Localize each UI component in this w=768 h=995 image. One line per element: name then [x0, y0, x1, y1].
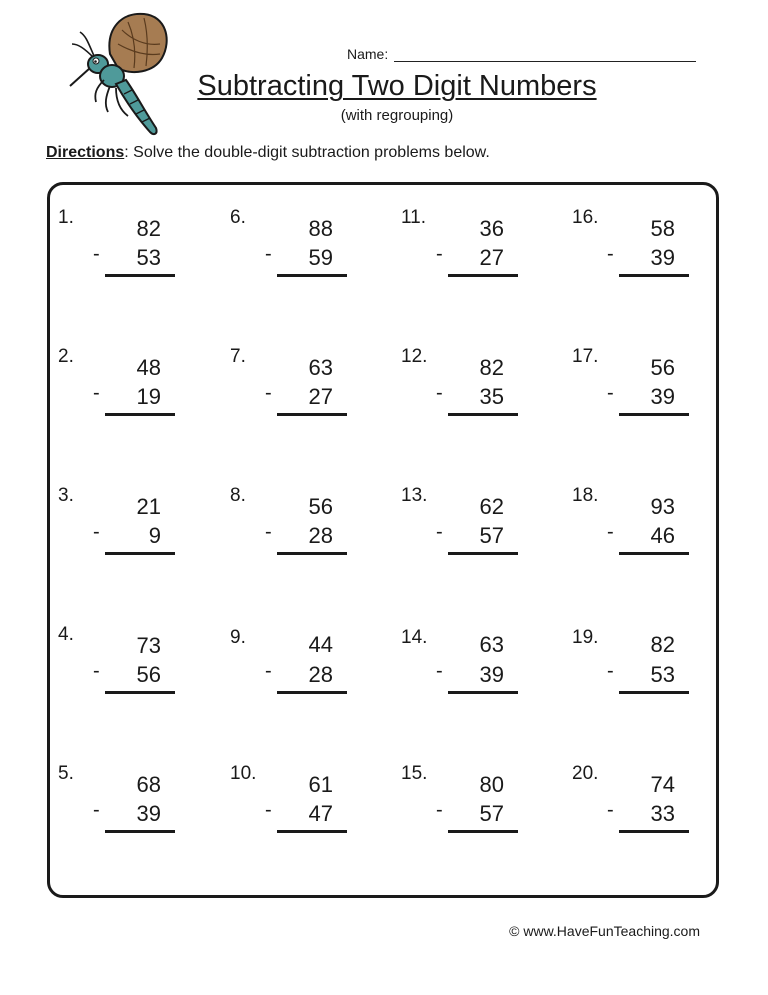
minuend: 73	[136, 633, 161, 658]
problem-number: 15.	[401, 763, 428, 784]
problem-number: 12.	[401, 346, 428, 367]
minuend: 80	[479, 772, 504, 797]
minus-sign: -	[436, 243, 443, 265]
directions	[46, 144, 490, 162]
problem	[572, 485, 712, 575]
worksheet-title: Subtracting Two Digit Numbers	[197, 70, 597, 102]
problem-number: 20.	[572, 763, 599, 784]
problem	[58, 763, 198, 853]
answer-line[interactable]	[105, 691, 175, 694]
answer-line[interactable]	[105, 274, 175, 277]
problem	[572, 763, 712, 853]
minuend: 21	[136, 494, 161, 519]
minuend: 36	[479, 216, 504, 241]
minus-sign: -	[265, 521, 272, 543]
problem-number: 19.	[572, 627, 599, 648]
minus-sign: -	[93, 521, 100, 543]
minuend: 82	[650, 632, 675, 657]
problem	[58, 624, 198, 714]
name-label: Name:	[347, 46, 389, 62]
subtrahend: 46	[650, 523, 675, 548]
minuend: 61	[308, 772, 333, 797]
name-field[interactable]	[347, 46, 696, 62]
minuend: 56	[308, 494, 333, 519]
answer-line[interactable]	[105, 413, 175, 416]
answer-line[interactable]	[277, 691, 347, 694]
answer-line[interactable]	[619, 830, 689, 833]
answer-line[interactable]	[619, 413, 689, 416]
answer-line[interactable]	[277, 274, 347, 277]
answer-line[interactable]	[277, 830, 347, 833]
minus-sign: -	[265, 660, 272, 682]
problem-number: 3.	[58, 485, 74, 506]
answer-line[interactable]	[619, 552, 689, 555]
subtrahend: 57	[479, 523, 504, 548]
minuend: 63	[308, 355, 333, 380]
minus-sign: -	[607, 382, 614, 404]
answer-line[interactable]	[448, 274, 518, 277]
subtrahend: 27	[308, 384, 333, 409]
minuend: 93	[650, 494, 675, 519]
problem	[401, 346, 541, 436]
problem-box	[47, 182, 719, 898]
problem-number: 16.	[572, 207, 599, 228]
subtrahend: 28	[308, 662, 333, 687]
minuend: 62	[479, 494, 504, 519]
minus-sign: -	[265, 799, 272, 821]
minuend: 68	[136, 772, 161, 797]
answer-line[interactable]	[448, 552, 518, 555]
subtrahend: 53	[136, 245, 161, 270]
problem-number: 13.	[401, 485, 428, 506]
subtrahend: 39	[479, 662, 504, 687]
minuend: 74	[650, 772, 675, 797]
minus-sign: -	[93, 382, 100, 404]
subtrahend: 19	[136, 384, 161, 409]
minus-sign: -	[436, 382, 443, 404]
minus-sign: -	[436, 521, 443, 543]
problem-number: 4.	[58, 624, 74, 645]
minuend: 82	[479, 355, 504, 380]
answer-line[interactable]	[277, 413, 347, 416]
minuend: 56	[650, 355, 675, 380]
worksheet-subtitle: (with regrouping)	[340, 107, 454, 124]
problem-number: 6.	[230, 207, 246, 228]
problem-number: 11.	[401, 207, 427, 228]
minuend: 48	[136, 355, 161, 380]
minus-sign: -	[93, 799, 100, 821]
subtrahend: 35	[479, 384, 504, 409]
subtrahend: 59	[308, 245, 333, 270]
footer-copyright: © www.HaveFunTeaching.com	[509, 923, 700, 939]
answer-line[interactable]	[277, 552, 347, 555]
problem	[58, 346, 198, 436]
problem-number: 18.	[572, 485, 599, 506]
problem	[572, 627, 712, 717]
minuend: 58	[650, 216, 675, 241]
name-blank-line[interactable]	[394, 47, 696, 62]
subtrahend: 56	[136, 662, 161, 687]
minuend: 88	[308, 216, 333, 241]
minus-sign: -	[93, 660, 100, 682]
problem	[401, 485, 541, 575]
subtrahend: 33	[650, 801, 675, 826]
answer-line[interactable]	[619, 274, 689, 277]
subtrahend: 9	[148, 523, 161, 548]
problem-number: 14.	[401, 627, 428, 648]
problem	[230, 763, 370, 853]
answer-line[interactable]	[105, 830, 175, 833]
problem-number: 9.	[230, 627, 246, 648]
directions-text: : Solve the double-digit subtraction problems below.	[124, 144, 490, 161]
problem-number: 8.	[230, 485, 246, 506]
minus-sign: -	[607, 521, 614, 543]
problem	[572, 346, 712, 436]
minus-sign: -	[607, 660, 614, 682]
problem	[230, 346, 370, 436]
problem	[230, 207, 370, 297]
problem-number: 5.	[58, 763, 74, 784]
problem-number: 10.	[230, 763, 257, 784]
answer-line[interactable]	[448, 413, 518, 416]
subtrahend: 47	[308, 801, 333, 826]
subtrahend: 53	[650, 662, 675, 687]
problem-number: 2.	[58, 346, 74, 367]
problem	[58, 207, 198, 297]
problem-number: 7.	[230, 346, 246, 367]
problem	[230, 485, 370, 575]
minus-sign: -	[265, 382, 272, 404]
subtrahend: 39	[136, 801, 161, 826]
problem-number: 17.	[572, 346, 599, 367]
subtrahend: 28	[308, 523, 333, 548]
minus-sign: -	[436, 799, 443, 821]
problem	[401, 207, 541, 297]
answer-line[interactable]	[619, 691, 689, 694]
minus-sign: -	[436, 660, 443, 682]
minuend: 82	[136, 216, 161, 241]
minus-sign: -	[607, 799, 614, 821]
minus-sign: -	[265, 243, 272, 265]
subtrahend: 39	[650, 384, 675, 409]
problem	[572, 207, 712, 297]
directions-label: Directions	[46, 144, 125, 161]
subtrahend: 27	[479, 245, 504, 270]
problem-number: 1.	[58, 207, 74, 228]
minuend: 63	[479, 632, 504, 657]
minus-sign: -	[607, 243, 614, 265]
problem	[58, 485, 198, 575]
answer-line[interactable]	[448, 691, 518, 694]
problem	[401, 763, 541, 853]
subtrahend: 39	[650, 245, 675, 270]
problem	[230, 627, 370, 717]
answer-line[interactable]	[448, 830, 518, 833]
minus-sign: -	[93, 243, 100, 265]
answer-line[interactable]	[105, 552, 175, 555]
problem	[401, 627, 541, 717]
minuend: 44	[308, 632, 333, 657]
subtrahend: 57	[479, 801, 504, 826]
